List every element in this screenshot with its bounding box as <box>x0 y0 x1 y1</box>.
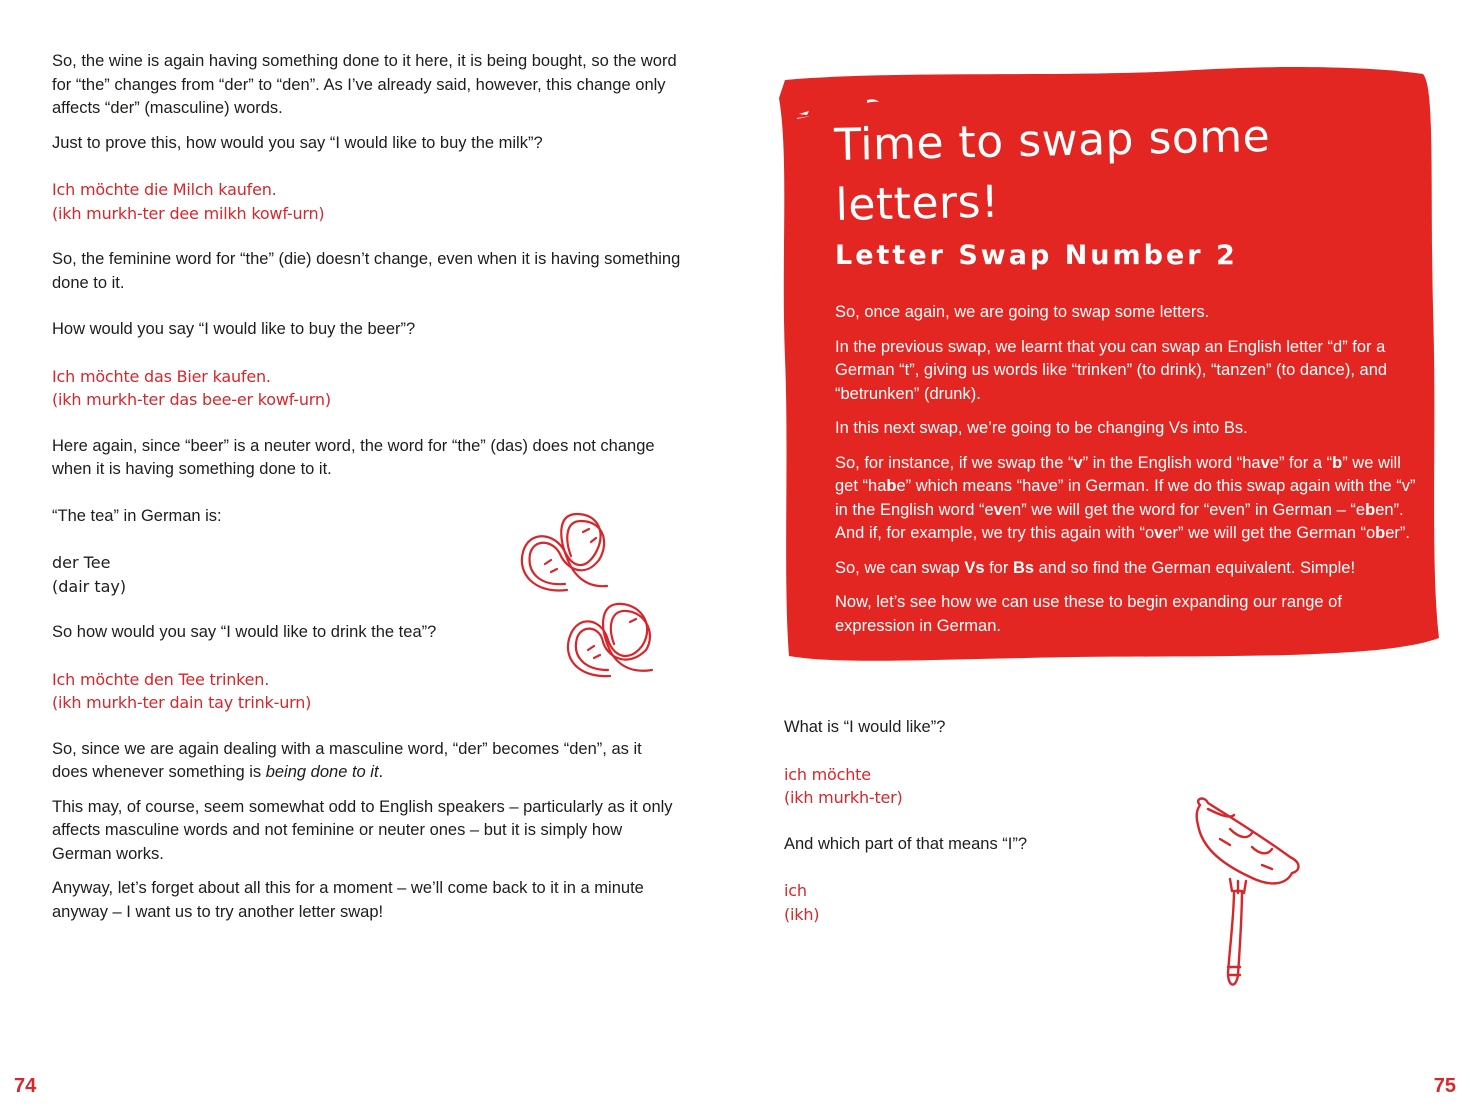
left-text-column <box>52 50 682 924</box>
sausage-on-fork-icon <box>1190 795 1310 995</box>
paragraph: Just to prove this, how would you say “I would like to buy the milk”? <box>52 133 543 152</box>
paragraph: Here again, since “beer” is a neuter word, the word for “the” (das) does not change when it is having something done to it. <box>52 436 655 478</box>
page-number: 75 <box>1433 1075 1456 1097</box>
page-number: 74 <box>14 1075 37 1097</box>
answer-pronunciation: (ikh murkh-ter) <box>784 788 903 807</box>
box-paragraph: In the previous swap, we learnt that you can swap an English letter “d” for a German “t”, giving us words like “trinken” (to drink), “tanzen” (to dance), and “betrunken” (drunk). <box>835 337 1388 403</box>
vocab-german: der Tee <box>52 553 111 572</box>
vocab-pronunciation: (dair tay) <box>52 576 127 596</box>
answer-german: Ich möchte die Milch kaufen. <box>52 180 277 199</box>
right-page <box>735 0 1470 1115</box>
paragraph: What is “I would like”? <box>784 718 946 736</box>
pretzel-icon <box>560 596 660 682</box>
box-paragraph: So, once again, we are going to swap some letters. <box>835 303 1210 321</box>
paragraph: So, since we are again dealing with a masculine word, “der” becomes “den”, as it does whenever something is being done to it. <box>52 739 642 781</box>
letter-swap-box <box>775 58 1445 668</box>
paragraph: “The tea” in German is: <box>52 506 222 525</box>
answer-german: ich möchte <box>784 764 871 784</box>
answer-pronunciation: (ikh murkh-ter dain tay trink-urn) <box>52 693 312 712</box>
paragraph: How would you say “I would like to buy the beer”? <box>52 320 416 338</box>
pretzel-icon <box>515 508 620 598</box>
paragraph: So how would you say “I would like to drink the tea”? <box>52 623 437 641</box>
box-paragraph: So, for instance, if we swap the “v” in the English word “have” for a “b” we will get “habe” which means “have” in German. If we do this swap again with the “v” in the English word “even” we will get the word for “even” in German – “eben”. And if, for example, we try this again with “over” we will get the German “ober”. <box>835 453 1416 542</box>
box-subtitle: Letter Swap Number 2 <box>835 240 1238 271</box>
answer-german: Ich möchte den Tee trinken. <box>52 669 270 689</box>
answer-pronunciation: (ikh murkh-ter dee milkh kowf-urn) <box>52 203 325 223</box>
paragraph: And which part of that means “I”? <box>784 834 1028 853</box>
box-paragraph: Now, let’s see how we can use these to begin expanding our range of expression in German. <box>835 593 1342 635</box>
answer-pronunciation: (ikh murkh-ter das bee-er kowf-urn) <box>52 390 331 409</box>
answer-german: ich <box>784 881 807 900</box>
paragraph: Anyway, let’s forget about all this for a moment – we’ll come back to it in a minute anyway – I want us to try another letter swap! <box>52 879 644 921</box>
box-title: Time to swap some letters! <box>833 110 1271 231</box>
paragraph: So, the feminine word for “the” (die) doesn’t change, even when it is having something done to it. <box>52 250 681 292</box>
box-paragraph: In this next swap, we’re going to be changing Vs into Bs. <box>835 419 1248 437</box>
paragraph: This may, of course, seem somewhat odd to English speakers – particularly as it only affects masculine words and not feminine or neuter ones – but it is simply how German works. <box>52 797 673 863</box>
box-content <box>833 110 1425 649</box>
paragraph: So, the wine is again having something done to it here, it is being bought, so the word for “the” changes from “der” to “den”. As I’ve already said, however, this change only affects “der” (masculine) words. <box>52 52 677 117</box>
answer-german: Ich möchte das Bier kaufen. <box>52 366 271 386</box>
box-paragraph: So, we can swap Vs for Bs and so find the German equivalent. Simple! <box>835 558 1356 577</box>
answer-pronunciation: (ikh) <box>784 904 820 924</box>
